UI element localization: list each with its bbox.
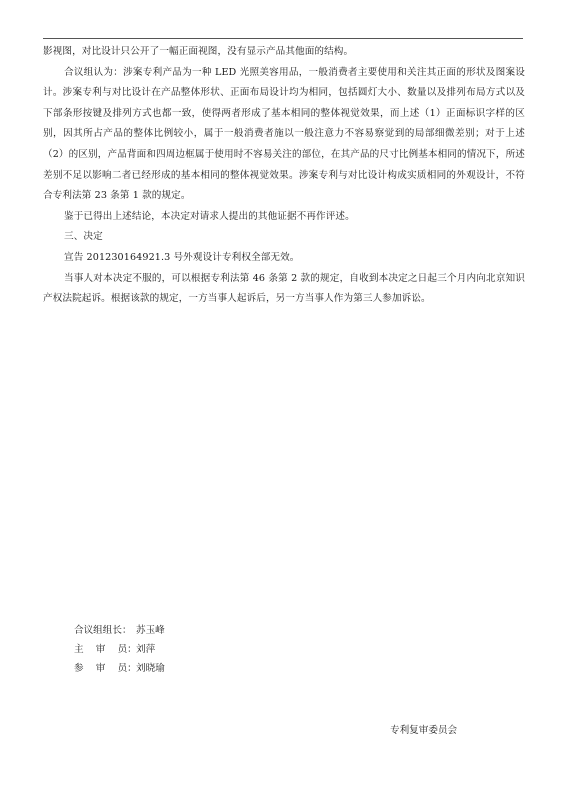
signature-row-chair [74,621,165,640]
signature-row-examiner [74,659,165,678]
signature-name: 刘萍 [136,644,156,655]
section-heading-decision: 三、决定 [64,231,103,243]
signature-label: 合议组组长： [74,625,132,636]
header-rule [43,38,523,39]
signature-block [74,621,165,678]
signature-label: 参 审 员： [74,663,137,674]
signature-row-lead-examiner [74,640,165,659]
signature-label: 主 审 员： [74,644,137,655]
paragraph-decision: 宣告 201230164921.3 号外观设计专利权全部无效。 [64,251,300,263]
document-body [43,42,525,310]
signature-name: 苏玉峰 [136,625,165,636]
signature-name: 刘晓瑜 [136,663,165,674]
paragraph-2: 合议组认为：涉案专利产品为一种 LED 光照美容用品，一般消费者主要使用和关注其正面的形状及图案设计。涉案专利与对比设计在产品整体形状、正面布局设计均为相同，包括圆灯大小、数量以及排列布局方式以及下部条形按键及排列方式也都一致，使得两者形成了基本相同的整体视觉效果，而上述（1）正面标识字样的区别，因其所占产品的整体比例较小，属于一般消费者施以一般注意力不容易察觉到的局部细微差别；对于上述（2）的区别，产品背面和四周边框属于使用时不容易关注的部位，在其产品的尺寸比例基本相同的情况下，所述差别不足以影响二者已经形成的基本相同的整体视觉效果。涉案专利与对比设计构成实质相同的外观设计，不符合专利法第 23 条第 1 款的规定。 [43,66,525,202]
paragraph-appeal: 当事人对本决定不服的，可以根据专利法第 46 条第 2 款的规定，自收到本决定之日起三个月内向北京知识产权法院起诉。根据该款的规定，一方当事人起诉后，另一方当事人作为第三人参加诉讼。 [43,272,525,305]
paragraph-1: 影视图，对比设计只公开了一幅正面视图，没有显示产品其他面的结构。 [43,46,354,57]
paragraph-3: 鉴于已得出上述结论，本决定对请求人提出的其他证据不再作评述。 [64,210,355,222]
issuing-committee: 专利复审委员会 [390,725,458,736]
